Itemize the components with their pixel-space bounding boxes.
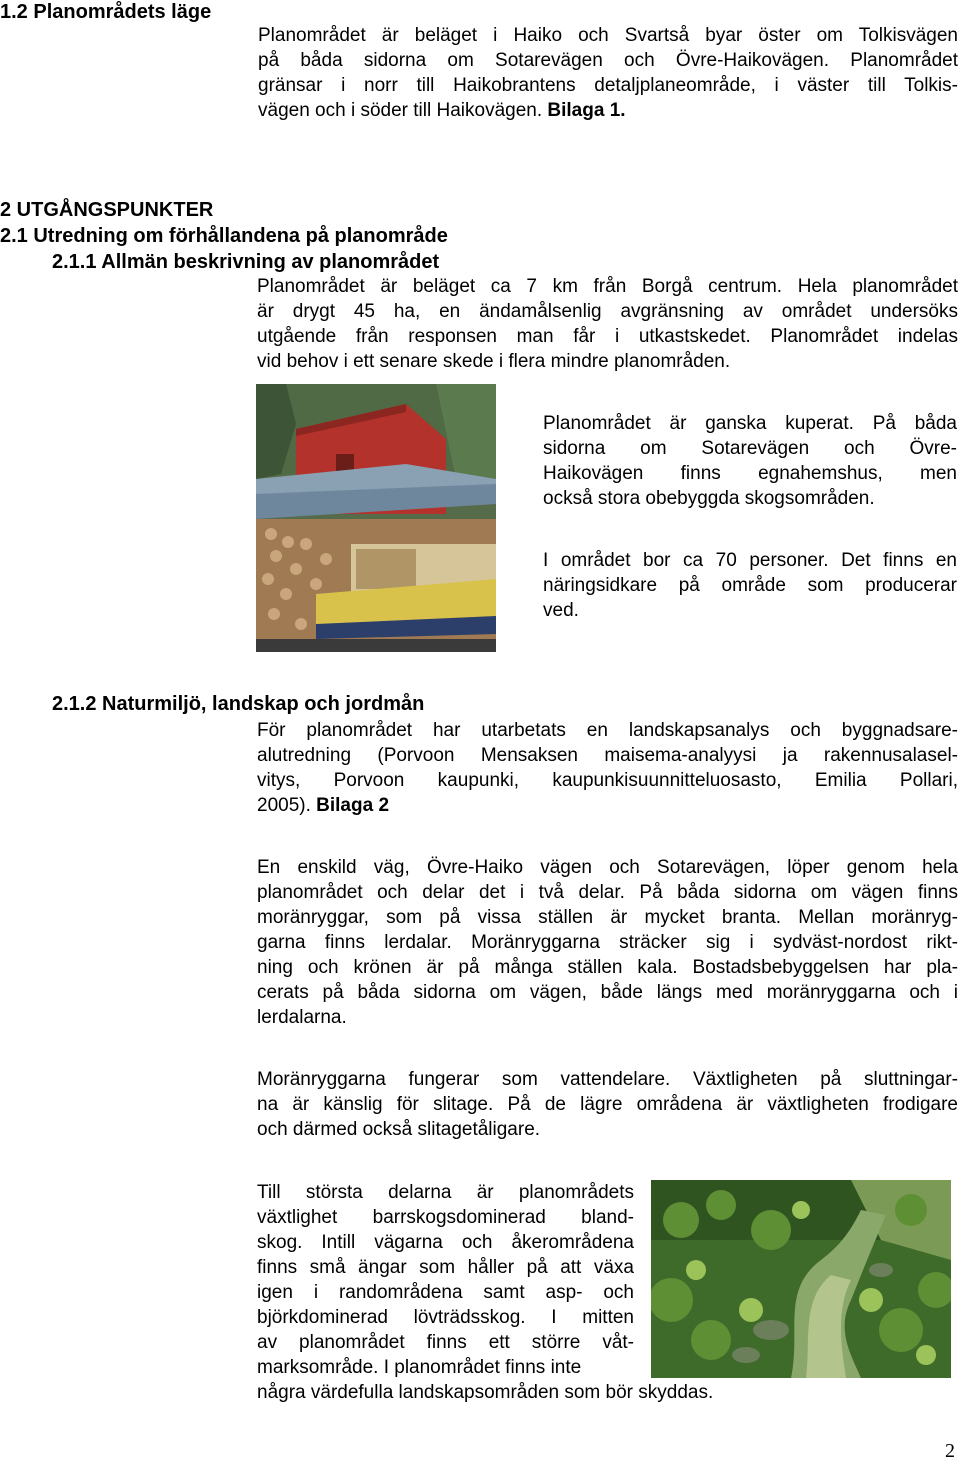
- text-line: lerdalarna.: [257, 1007, 347, 1028]
- paragraph-watershed: [257, 1067, 958, 1142]
- text-line: alutredning (Porvoon Mensaksen maisema-analyysi ja rakennusalasel-: [257, 745, 958, 766]
- text-line: moränryggar, som på vissa ställen är mycket branta. Mellan moränryg-: [257, 907, 958, 928]
- text-line: cerats på båda sidorna om vägen, både längs med moränryggarna och i: [257, 982, 958, 1003]
- text-line: Moränryggarna fungerar som vattendelare. Växtligheten på sluttningar-: [257, 1069, 958, 1090]
- page-number: 2: [945, 1440, 955, 1462]
- text-line: na är känslig för slitage. På de lägre områdena är växtligheten frodigare: [257, 1094, 958, 1115]
- section-heading-1-2: 1.2 Planområdets läge: [0, 1, 212, 23]
- text-line: Till största delarna är planområdets: [257, 1182, 634, 1203]
- text-line: 2005).: [257, 795, 317, 816]
- paragraph-landscape-analysis: [257, 718, 958, 818]
- text-line: För planområdet har utarbetats en landskapsanalys och byggnadsare-: [257, 720, 958, 741]
- appendix-reference-2[interactable]: Bilaga 2: [316, 795, 390, 816]
- appendix-reference-1[interactable]: Bilaga 1.: [547, 100, 626, 121]
- paragraph-roads-ridges: [257, 855, 958, 1030]
- subsection-heading-2-1-1: 2.1.1 Allmän beskrivning av planområdet: [52, 251, 440, 273]
- text-line: skog. Intill vägarna och åkerområdena: [257, 1232, 634, 1253]
- text-line: Planområdet är beläget i Haiko och Svartså byar öster om Tolkisvägen: [258, 25, 958, 46]
- text-line: ved.: [543, 600, 579, 621]
- text-line: sidorna om Sotarevägen och Övre-: [543, 438, 957, 459]
- text-line: av planområdet finns ett större våt-: [257, 1332, 634, 1353]
- paragraph-vegetation-tail: [257, 1355, 947, 1405]
- text-line: gränsar i norr till Haikobrantens detaljplaneområde, i väster till Tolkis-: [258, 75, 958, 96]
- text-line: växtlighet barrskogsdominerad bland-: [257, 1207, 634, 1228]
- paragraph-population: [543, 548, 957, 623]
- text-line: I området bor ca 70 personer. Det finns en: [543, 550, 957, 571]
- text-line: vid behov i ett senare skede i flera mindre planområden.: [257, 351, 731, 372]
- text-line: finns små ängar som håller på att växa: [257, 1257, 634, 1278]
- forest-path-photo: [651, 1180, 951, 1378]
- text-line: igen i randområdena samt asp- och: [257, 1282, 634, 1303]
- paragraph-location: [258, 23, 958, 123]
- text-line: på båda sidorna om Sotarevägen och Övre-Haikovägen. Planområdet: [258, 50, 958, 71]
- text-line: utgående från responsen man får i utkastskedet. Planområdet indelas: [257, 326, 958, 347]
- paragraph-general-description: [257, 274, 958, 374]
- text-line: ning och krönen är på många ställen kala. Bostadsbebyggelsen har pla-: [257, 957, 958, 978]
- text-line: En enskild väg, Övre-Haiko vägen och Sotarevägen, löper genom hela: [257, 857, 958, 878]
- subsection-heading-2-1-2: 2.1.2 Naturmiljö, landskap och jordmån: [52, 693, 425, 715]
- text-line: också stora obebyggda skogsområden.: [543, 488, 875, 509]
- text-line: och därmed också slitagetåligare.: [257, 1119, 541, 1140]
- text-line: vitys, Porvoon kaupunki, kaupunkisuunnitteluosasto, Emilia Pollari,: [257, 770, 958, 791]
- text-line: marksområde. I planområdet finns inte: [257, 1357, 582, 1378]
- text-line: björkdominerad lövträdsskog. I mitten: [257, 1307, 634, 1328]
- text-line: näringsidkare på område som producerar: [543, 575, 957, 596]
- section-heading-2-1: 2.1 Utredning om förhållandena på planområde: [0, 225, 448, 247]
- text-line: vägen och i söder till Haikovägen.: [258, 100, 548, 121]
- paragraph-vegetation: [257, 1180, 634, 1355]
- paragraph-terrain: [543, 411, 957, 511]
- text-line: garna finns lerdalar. Moränryggarna sträcker sig i sydväst-nordost rikt-: [257, 932, 958, 953]
- text-line: Planområdet är ganska kuperat. På båda: [543, 413, 957, 434]
- text-line: planområdet och delar det i två delar. På båda sidorna om vägen finns: [257, 882, 958, 903]
- text-line: Haikovägen finns egnahemshus, men: [543, 463, 957, 484]
- text-line: några värdefulla landskapsområden som bör skyddas.: [257, 1382, 714, 1403]
- chapter-heading-2: 2 UTGÅNGSPUNKTER: [0, 199, 214, 221]
- text-line: Planområdet är beläget ca 7 km från Borgå centrum. Hela planområdet: [257, 276, 958, 297]
- firewood-shed-photo: [256, 384, 496, 652]
- text-line: är drygt 45 ha, en ändamålsenlig avgränsning av området undersöks: [257, 301, 958, 322]
